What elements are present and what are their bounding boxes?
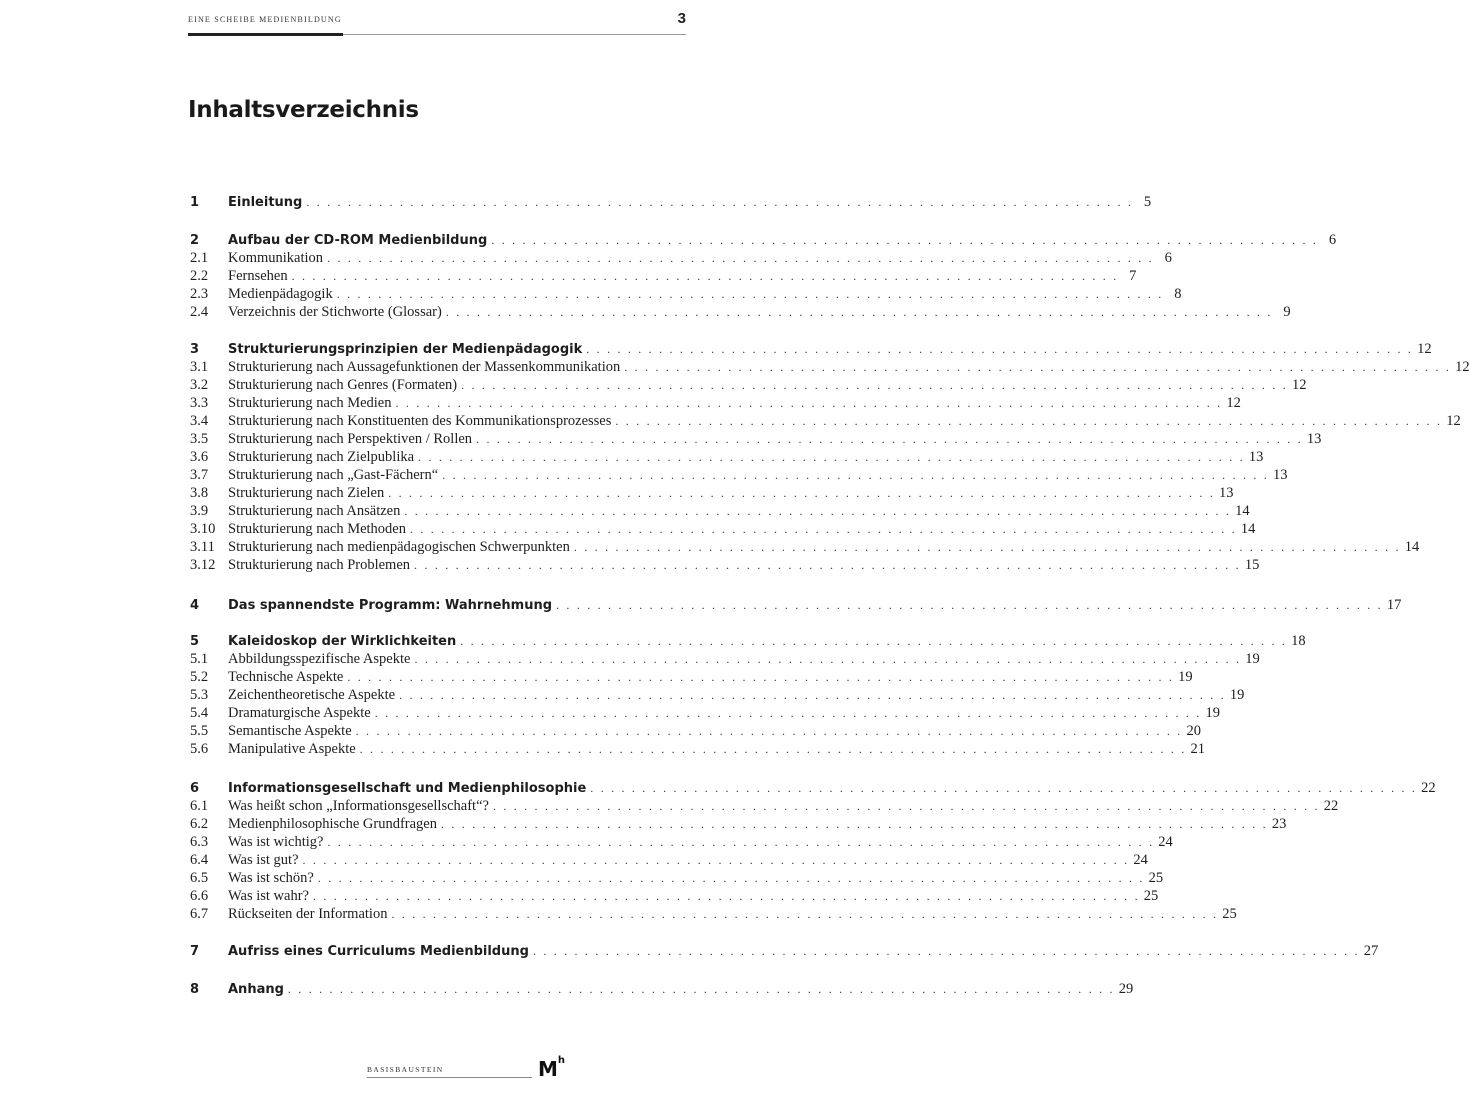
dot-leader: . . . . . . . . . . . . . . . . . . . . . . . . . . . . . . . . . . . . . . . . . . . . . . . . . . . . . . . . . . . . . . . . . . . . . . . . . . . . . . . . <box>445 305 1273 319</box>
toc-page-number: 19 <box>1229 687 1245 703</box>
dot-leader: . . . . . . . . . . . . . . . . . . . . . . . . . . . . . . . . . . . . . . . . . . . . . . . . . . . . . . . . . . . . . . . . . . . . . . . . . . . . . . . . <box>347 670 1175 684</box>
dot-leader: . . . . . . . . . . . . . . . . . . . . . . . . . . . . . . . . . . . . . . . . . . . . . . . . . . . . . . . . . . . . . . . . . . . . . . . . . . . . . . . . <box>624 360 1452 374</box>
dot-leader: . . . . . . . . . . . . . . . . . . . . . . . . . . . . . . . . . . . . . . . . . . . . . . . . . . . . . . . . . . . . . . . . . . . . . . . . . . . . . . . . <box>291 269 1119 283</box>
toc-page-number: 12 <box>1417 341 1432 357</box>
toc-page-number: 12 <box>1291 377 1307 393</box>
toc-number: 3 <box>190 342 200 357</box>
toc-number: 5 <box>190 634 200 649</box>
toc-page-number: 20 <box>1186 723 1201 739</box>
toc-entry <box>190 815 1287 833</box>
logo-sup: h <box>557 1055 566 1066</box>
toc-page-number: 19 <box>1205 705 1220 721</box>
toc-page-number: 25 <box>1148 870 1164 886</box>
toc-number: 7 <box>190 944 200 959</box>
toc-title: Zeichentheoretische Aspekte <box>228 687 396 703</box>
toc-number: 1 <box>190 195 200 210</box>
toc-entry <box>190 394 1241 412</box>
toc-title: Rückseiten der Information <box>228 906 388 922</box>
toc-number: 5.4 <box>190 705 209 721</box>
toc-page-number: 8 <box>1174 286 1182 302</box>
toc-title: Medienpädagogik <box>228 286 333 302</box>
toc-title: Was ist gut? <box>228 852 299 868</box>
toc-page-number: 13 <box>1248 449 1264 465</box>
toc-page-number: 22 <box>1323 798 1339 814</box>
logo-main: M <box>538 1057 558 1081</box>
toc-entry <box>190 193 1152 211</box>
toc-entry <box>190 833 1173 851</box>
toc-title: Was heißt schon „Informationsgesellschaft“? <box>228 798 489 814</box>
toc-title: Strukturierung nach Problemen <box>228 557 411 573</box>
page-footer <box>367 1056 567 1080</box>
toc-entry <box>190 340 1432 358</box>
toc-title: Strukturierung nach medienpädagogischen Schwerpunkten <box>228 539 570 555</box>
toc-page-number: 7 <box>1129 268 1137 284</box>
toc-page-number: 27 <box>1363 943 1379 959</box>
dot-leader: . . . . . . . . . . . . . . . . . . . . . . . . . . . . . . . . . . . . . . . . . . . . . . . . . . . . . . . . . . . . . . . . . . . . . . . . . . . . . . . . <box>395 396 1223 410</box>
toc-number: 6.7 <box>190 906 209 922</box>
toc-entry <box>190 376 1307 394</box>
dot-leader: . . . . . . . . . . . . . . . . . . . . . . . . . . . . . . . . . . . . . . . . . . . . . . . . . . . . . . . . . . . . . . . . . . . . . . . . . . . . . . . . <box>302 853 1130 867</box>
running-title: EINE SCHEIBE MEDIENBILDUNG <box>188 15 342 24</box>
toc-entry <box>190 632 1306 650</box>
toc-page-number: 6 <box>1328 232 1337 248</box>
toc-title: Was ist schön? <box>228 870 314 886</box>
toc-title: Strukturierung nach „Gast-Fächern“ <box>228 467 439 483</box>
toc-title: Aufbau der CD-ROM Medienbildung <box>228 233 488 248</box>
toc-title: Strukturierung nach Zielpublika <box>228 449 415 465</box>
toc-entry <box>190 668 1193 686</box>
toc-title: Semantische Aspekte <box>228 723 352 739</box>
toc-title: Strukturierungsprinzipien der Medienpädagogik <box>228 342 583 357</box>
toc-number: 3.6 <box>190 449 209 465</box>
dot-leader: . . . . . . . . . . . . . . . . . . . . . . . . . . . . . . . . . . . . . . . . . . . . . . . . . . . . . . . . . . . . . . . . . . . . . . . . . . . . . . . . <box>442 468 1269 482</box>
toc-page-number: 18 <box>1291 633 1306 649</box>
dot-leader: . . . . . . . . . . . . . . . . . . . . . . . . . . . . . . . . . . . . . . . . . . . . . . . . . . . . . . . . . . . . . . . . . . . . . . . . . . . . . . . . <box>410 522 1237 536</box>
toc-number: 4 <box>190 598 200 613</box>
toc-entry <box>190 650 1260 668</box>
toc-page-number: 6 <box>1164 250 1172 266</box>
toc-title: Dramaturgische Aspekte <box>228 705 371 721</box>
toc-number: 5.3 <box>190 687 209 703</box>
toc-entry <box>190 231 1337 249</box>
toc-number: 3.12 <box>190 557 216 573</box>
dot-leader: . . . . . . . . . . . . . . . . . . . . . . . . . . . . . . . . . . . . . . . . . . . . . . . . . . . . . . . . . . . . . . . . . . . . . . . . . . . . . . . . <box>556 598 1383 612</box>
toc-page-number: 13 <box>1219 485 1234 501</box>
footer-rule <box>367 1077 532 1078</box>
dot-leader: . . . . . . . . . . . . . . . . . . . . . . . . . . . . . . . . . . . . . . . . . . . . . . . . . . . . . . . . . . . . . . . . . . . . . . . . . . . . . . . . <box>404 504 1232 518</box>
toc-entry <box>190 466 1288 484</box>
toc-entry <box>190 249 1172 267</box>
toc-title: Kommunikation <box>228 250 324 266</box>
dot-leader: . . . . . . . . . . . . . . . . . . . . . . . . . . . . . . . . . . . . . . . . . . . . . . . . . . . . . . . . . . . . . . . . . . . . . . . . . . . . . . . . <box>573 540 1401 554</box>
toc-entry <box>190 851 1148 869</box>
page-title: Inhaltsverzeichnis <box>188 97 419 123</box>
toc-page-number: 12 <box>1226 395 1241 411</box>
dot-leader: . . . . . . . . . . . . . . . . . . . . . . . . . . . . . . . . . . . . . . . . . . . . . . . . . . . . . . . . . . . . . . . . . . . . . . . . . . . . . . . . <box>374 706 1202 720</box>
toc-page-number: 24 <box>1158 834 1173 850</box>
dot-leader: . . . . . . . . . . . . . . . . . . . . . . . . . . . . . . . . . . . . . . . . . . . . . . . . . . . . . . . . . . . . . . . . . . . . . . . . . . . . . . . . <box>476 432 1303 446</box>
dot-leader: . . . . . . . . . . . . . . . . . . . . . . . . . . . . . . . . . . . . . . . . . . . . . . . . . . . . . . . . . . . . . . . . . . . . . . . . . . . . . . . . <box>399 688 1226 702</box>
toc-page-number: 14 <box>1235 503 1250 519</box>
toc-page-number: 17 <box>1386 597 1402 613</box>
toc-entry <box>190 942 1379 960</box>
toc-entry <box>190 267 1137 285</box>
toc-number: 3.4 <box>190 413 209 429</box>
toc-entry <box>190 980 1134 998</box>
toc-number: 2.2 <box>190 268 209 284</box>
toc-title: Manipulative Aspekte <box>228 741 356 757</box>
toc-page-number: 29 <box>1118 981 1134 997</box>
toc-title: Fernsehen <box>228 268 288 284</box>
toc-title: Anhang <box>228 982 284 997</box>
toc-number: 6.3 <box>190 834 209 850</box>
dot-leader: . . . . . . . . . . . . . . . . . . . . . . . . . . . . . . . . . . . . . . . . . . . . . . . . . . . . . . . . . . . . . . . . . . . . . . . . . . . . . . . . <box>414 652 1242 666</box>
toc-page-number: 9 <box>1283 304 1291 320</box>
toc-entry <box>190 596 1402 614</box>
toc-entry <box>190 285 1182 303</box>
toc-title: Informationsgesellschaft und Medienphilosophie <box>228 781 587 796</box>
toc-number: 3.3 <box>190 395 209 411</box>
toc-title: Strukturierung nach Ansätzen <box>228 503 401 519</box>
dot-leader: . . . . . . . . . . . . . . . . . . . . . . . . . . . . . . . . . . . . . . . . . . . . . . . . . . . . . . . . . . . . . . . . . . . . . . . . . . . . . . . . <box>327 251 1154 265</box>
toc-title: Was ist wichtig? <box>228 834 324 850</box>
toc-title: Strukturierung nach Perspektiven / Rollen <box>228 431 473 447</box>
toc-entry <box>190 520 1256 538</box>
toc-entry <box>190 412 1461 430</box>
dot-leader: . . . . . . . . . . . . . . . . . . . . . . . . . . . . . . . . . . . . . . . . . . . . . . . . . . . . . . . . . . . . . . . . . . . . . . . . . . . . . . . . <box>336 287 1164 301</box>
toc-number: 2 <box>190 233 200 248</box>
dot-leader: . . . . . . . . . . . . . . . . . . . . . . . . . . . . . . . . . . . . . . . . . . . . . . . . . . . . . . . . . . . . . . . . . . . . . . . . . . . . . . . . <box>317 871 1145 885</box>
toc-page-number: 22 <box>1421 780 1436 796</box>
toc-entry <box>190 779 1436 797</box>
toc-number: 6.1 <box>190 798 209 814</box>
toc-page-number: 15 <box>1244 557 1260 573</box>
dot-leader: . . . . . . . . . . . . . . . . . . . . . . . . . . . . . . . . . . . . . . . . . . . . . . . . . . . . . . . . . . . . . . . . . . . . . . . . . . . . . . . . <box>615 414 1443 428</box>
toc-entry <box>190 430 1322 448</box>
toc-title: Kaleidoskop der Wirklichkeiten <box>228 634 457 649</box>
toc-number: 5.5 <box>190 723 209 739</box>
toc-entry <box>190 502 1250 520</box>
toc-entry <box>190 556 1260 574</box>
toc-number: 6.5 <box>190 870 209 886</box>
toc-page-number: 23 <box>1271 816 1287 832</box>
dot-leader: . . . . . . . . . . . . . . . . . . . . . . . . . . . . . . . . . . . . . . . . . . . . . . . . . . . . . . . . . . . . . . . . . . . . . . . . . . . . . . . . <box>287 982 1115 996</box>
toc-title: Das spannendste Programm: Wahrnehmung <box>228 598 553 613</box>
toc-page-number: 14 <box>1240 521 1256 537</box>
toc-title: Strukturierung nach Methoden <box>228 521 406 537</box>
dot-leader: . . . . . . . . . . . . . . . . . . . . . . . . . . . . . . . . . . . . . . . . . . . . . . . . . . . . . . . . . . . . . . . . . . . . . . . . . . . . . . . . <box>306 195 1134 209</box>
dot-leader: . . . . . . . . . . . . . . . . . . . . . . . . . . . . . . . . . . . . . . . . . . . . . . . . . . . . . . . . . . . . . . . . . . . . . . . . . . . . . . . . <box>460 634 1288 648</box>
toc-page-number: 13 <box>1306 431 1322 447</box>
toc-title: Strukturierung nach Konstituenten des Kommunikationsprozesses <box>228 413 612 429</box>
toc-number: 3.11 <box>190 539 215 555</box>
toc-entry <box>190 358 1470 376</box>
dot-leader: . . . . . . . . . . . . . . . . . . . . . . . . . . . . . . . . . . . . . . . . . . . . . . . . . . . . . . . . . . . . . . . . . . . . . . . . . . . . . . . . <box>590 781 1418 795</box>
toc-entry <box>190 797 1339 815</box>
toc-entry <box>190 869 1164 887</box>
toc-title: Strukturierung nach Zielen <box>228 485 385 501</box>
toc-number: 2.3 <box>190 286 209 302</box>
toc-number: 5.2 <box>190 669 209 685</box>
toc-page-number: 25 <box>1222 906 1237 922</box>
toc-title: Medienphilosophische Grundfragen <box>228 816 437 832</box>
toc-number: 3.9 <box>190 503 209 519</box>
toc-page-number: 14 <box>1404 539 1420 555</box>
publisher-logo <box>538 1057 565 1081</box>
toc-number: 2.1 <box>190 250 209 266</box>
dot-leader: . . . . . . . . . . . . . . . . . . . . . . . . . . . . . . . . . . . . . . . . . . . . . . . . . . . . . . . . . . . . . . . . . . . . . . . . . . . . . . . . <box>414 558 1241 572</box>
toc-number: 6 <box>190 781 200 796</box>
page-header <box>188 10 686 35</box>
toc-title: Strukturierung nach Medien <box>228 395 392 411</box>
toc-number: 3.10 <box>190 521 216 537</box>
dot-leader: . . . . . . . . . . . . . . . . . . . . . . . . . . . . . . . . . . . . . . . . . . . . . . . . . . . . . . . . . . . . . . . . . . . . . . . . . . . . . . . . <box>586 342 1414 356</box>
toc-number: 3.2 <box>190 377 209 393</box>
toc-entry <box>190 538 1420 556</box>
dot-leader: . . . . . . . . . . . . . . . . . . . . . . . . . . . . . . . . . . . . . . . . . . . . . . . . . . . . . . . . . . . . . . . . . . . . . . . . . . . . . . . . <box>532 944 1360 958</box>
dot-leader: . . . . . . . . . . . . . . . . . . . . . . . . . . . . . . . . . . . . . . . . . . . . . . . . . . . . . . . . . . . . . . . . . . . . . . . . . . . . . . . . <box>418 450 1245 464</box>
toc-page-number: 19 <box>1178 669 1193 685</box>
toc-number: 3.7 <box>190 467 209 483</box>
toc-number: 3.1 <box>190 359 209 375</box>
toc-title: Verzeichnis der Stichworte (Glossar) <box>228 304 442 320</box>
toc-number: 6.6 <box>190 888 209 904</box>
toc-entry <box>190 704 1220 722</box>
dot-leader: . . . . . . . . . . . . . . . . . . . . . . . . . . . . . . . . . . . . . . . . . . . . . . . . . . . . . . . . . . . . . . . . . . . . . . . . . . . . . . . . <box>388 486 1216 500</box>
toc-number: 3.5 <box>190 431 209 447</box>
toc-page-number: 21 <box>1190 741 1205 757</box>
toc-page-number: 5 <box>1143 194 1152 210</box>
toc-entry <box>190 484 1234 502</box>
toc-number: 8 <box>190 982 200 997</box>
toc-number: 6.2 <box>190 816 209 832</box>
toc-page-number: 12 <box>1446 413 1461 429</box>
dot-leader: . . . . . . . . . . . . . . . . . . . . . . . . . . . . . . . . . . . . . . . . . . . . . . . . . . . . . . . . . . . . . . . . . . . . . . . . . . . . . . . . <box>359 742 1187 756</box>
toc-title: Strukturierung nach Aussagefunktionen der Massenkommunikation <box>228 359 621 375</box>
toc-number: 6.4 <box>190 852 209 868</box>
page-number: 3 <box>677 10 686 27</box>
toc-number: 5.1 <box>190 651 209 667</box>
toc-number: 3.8 <box>190 485 209 501</box>
footer-label: BASISBAUSTEIN <box>367 1065 444 1074</box>
dot-leader: . . . . . . . . . . . . . . . . . . . . . . . . . . . . . . . . . . . . . . . . . . . . . . . . . . . . . . . . . . . . . . . . . . . . . . . . . . . . . . . . <box>327 835 1155 849</box>
toc-title: Einleitung <box>228 195 303 210</box>
dot-leader: . . . . . . . . . . . . . . . . . . . . . . . . . . . . . . . . . . . . . . . . . . . . . . . . . . . . . . . . . . . . . . . . . . . . . . . . . . . . . . . . <box>441 817 1268 831</box>
toc-entry <box>190 686 1245 704</box>
toc-entry <box>190 905 1237 923</box>
header-rule <box>188 33 343 36</box>
toc-entry <box>190 740 1205 758</box>
toc-page-number: 24 <box>1133 852 1148 868</box>
dot-leader: . . . . . . . . . . . . . . . . . . . . . . . . . . . . . . . . . . . . . . . . . . . . . . . . . . . . . . . . . . . . . . . . . . . . . . . . . . . . . . . . <box>491 233 1319 247</box>
toc-entry <box>190 448 1264 466</box>
toc-entry <box>190 722 1201 740</box>
dot-leader: . . . . . . . . . . . . . . . . . . . . . . . . . . . . . . . . . . . . . . . . . . . . . . . . . . . . . . . . . . . . . . . . . . . . . . . . . . . . . . . . <box>492 799 1320 813</box>
dot-leader: . . . . . . . . . . . . . . . . . . . . . . . . . . . . . . . . . . . . . . . . . . . . . . . . . . . . . . . . . . . . . . . . . . . . . . . . . . . . . . . . <box>312 889 1140 903</box>
toc-page-number: 13 <box>1273 467 1288 483</box>
toc-title: Was ist wahr? <box>228 888 309 904</box>
toc-page-number: 19 <box>1245 651 1260 667</box>
toc-entry <box>190 887 1159 905</box>
dot-leader: . . . . . . . . . . . . . . . . . . . . . . . . . . . . . . . . . . . . . . . . . . . . . . . . . . . . . . . . . . . . . . . . . . . . . . . . . . . . . . . . <box>461 378 1288 392</box>
toc-number: 2.4 <box>190 304 209 320</box>
toc-title: Strukturierung nach Genres (Formaten) <box>228 377 458 393</box>
toc-page-number: 12 <box>1455 359 1470 375</box>
toc-entry <box>190 303 1291 321</box>
toc-title: Technische Aspekte <box>228 669 344 685</box>
toc-title: Aufriss eines Curriculums Medienbildung <box>228 944 529 959</box>
dot-leader: . . . . . . . . . . . . . . . . . . . . . . . . . . . . . . . . . . . . . . . . . . . . . . . . . . . . . . . . . . . . . . . . . . . . . . . . . . . . . . . . <box>391 907 1219 921</box>
toc-title: Abbildungsspezifische Aspekte <box>228 651 411 667</box>
toc-number: 5.6 <box>190 741 209 757</box>
toc-page-number: 25 <box>1143 888 1159 904</box>
dot-leader: . . . . . . . . . . . . . . . . . . . . . . . . . . . . . . . . . . . . . . . . . . . . . . . . . . . . . . . . . . . . . . . . . . . . . . . . . . . . . . . . <box>355 724 1183 738</box>
